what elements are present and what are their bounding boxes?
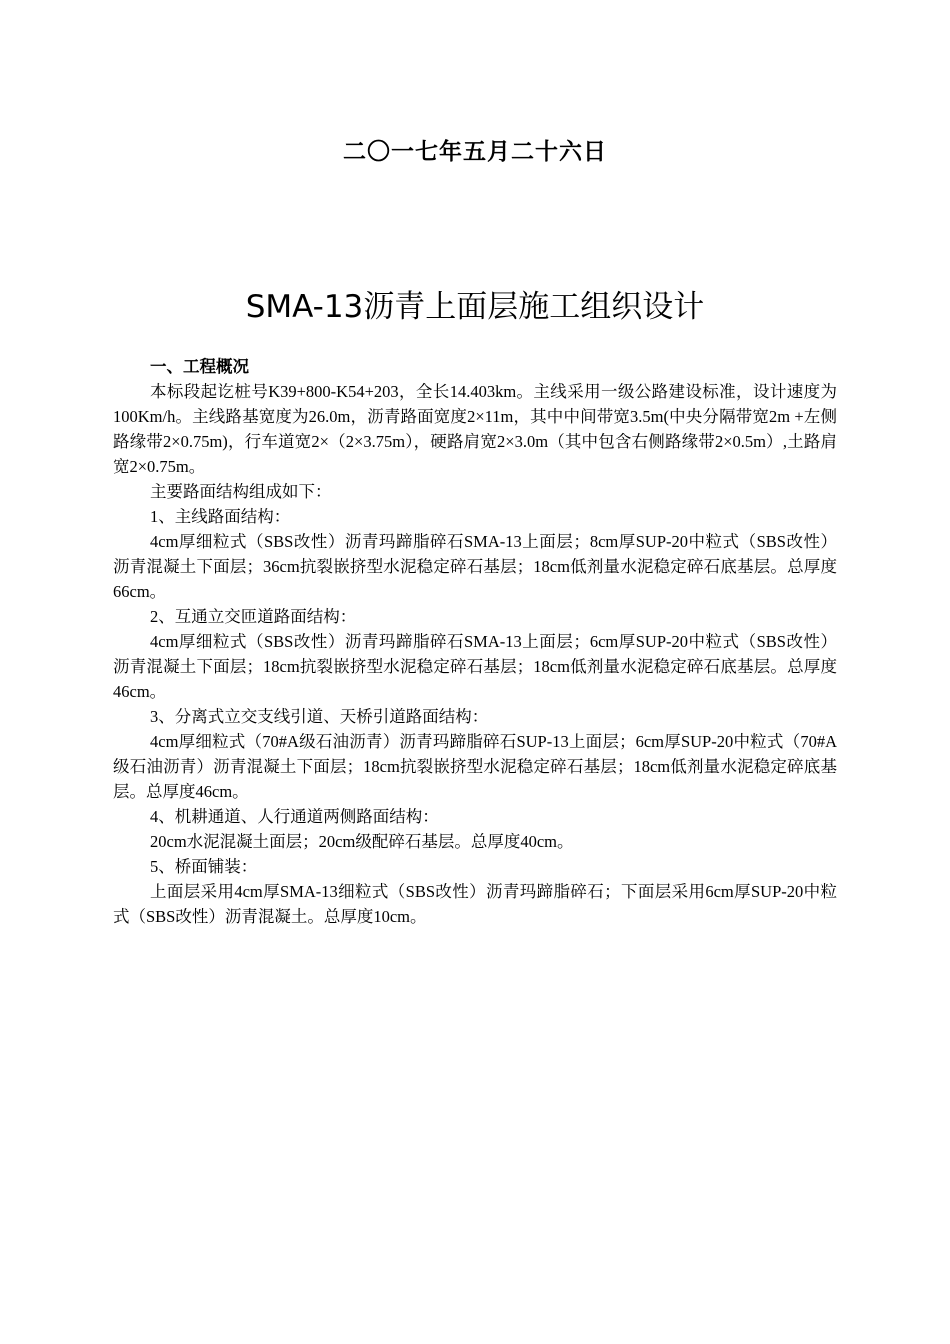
date-line: 二〇一七年五月二十六日 [343,139,607,164]
paragraph-mainline: 4cm厚细粒式（SBS改性）沥青玛蹄脂碎石SMA-13上面层；8cm厚SUP-20中粒式（SBS改性）沥青混凝土下面层；36cm抗裂嵌挤型水泥稳定碎石基层；18cm低剂量水泥稳定碎石底基层。总厚度66cm。 [113,532,837,601]
subheading-approach: 3、分离式立交支线引道、天桥引道路面结构： [150,707,489,726]
body-text [113,354,837,929]
paragraph-bridge-deck: 上面层采用4cm厚SMA-13细粒式（SBS改性）沥青玛蹄脂碎石；下面层采用6cm厚SUP-20中粒式（SBS改性）沥青混凝土。总厚度10cm。 [113,882,837,926]
paragraph-ramp: 4cm厚细粒式（SBS改性）沥青玛蹄脂碎石SMA-13上面层；6cm厚SUP-20中粒式（SBS改性）沥青混凝土下面层；18cm抗裂嵌挤型水泥稳定碎石基层；18cm低剂量水泥稳定碎石底基层。总厚度46cm。 [113,632,837,701]
paragraph-passage: 20cm水泥混凝土面层；20cm级配碎石基层。总厚度40cm。 [150,832,574,851]
subheading-bridge-deck: 5、桥面铺装： [150,857,258,876]
paragraph-structure-intro: 主要路面结构组成如下： [150,482,332,501]
section-heading: 一、工程概况 [150,357,249,376]
subheading-mainline: 1、主线路面结构： [150,507,291,526]
paragraph-approach: 4cm厚细粒式（70#A级石油沥青）沥青玛蹄脂碎石SUP-13上面层；6cm厚SUP-20中粒式（70#A级石油沥青）沥青混凝土下面层；18cm抗裂嵌挤型水泥稳定碎石基层；18cm低剂量水泥稳定碎底基层。总厚度46cm。 [113,732,837,801]
subheading-passage: 4、机耕通道、人行通道两侧路面结构： [150,807,439,826]
document-title: SMA-13沥青上面层施工组织设计 [245,289,705,325]
subheading-ramp: 2、互通立交匝道路面结构： [150,607,357,626]
paragraph-overview: 本标段起讫桩号K39+800-K54+203，全长14.403km。主线采用一级公路建设标准，设计速度为100Km/h。主线路基宽度为26.0m，沥青路面宽度2×11m，其中中间带宽3.5m(中央分隔带宽2m +左侧路缘带2×0.75m)，行车道宽2×（2×3.75m），硬路肩宽2×3.0m（其中包含右侧路缘带2×0.5m）,土路肩宽2×0.75m。 [113,382,837,476]
